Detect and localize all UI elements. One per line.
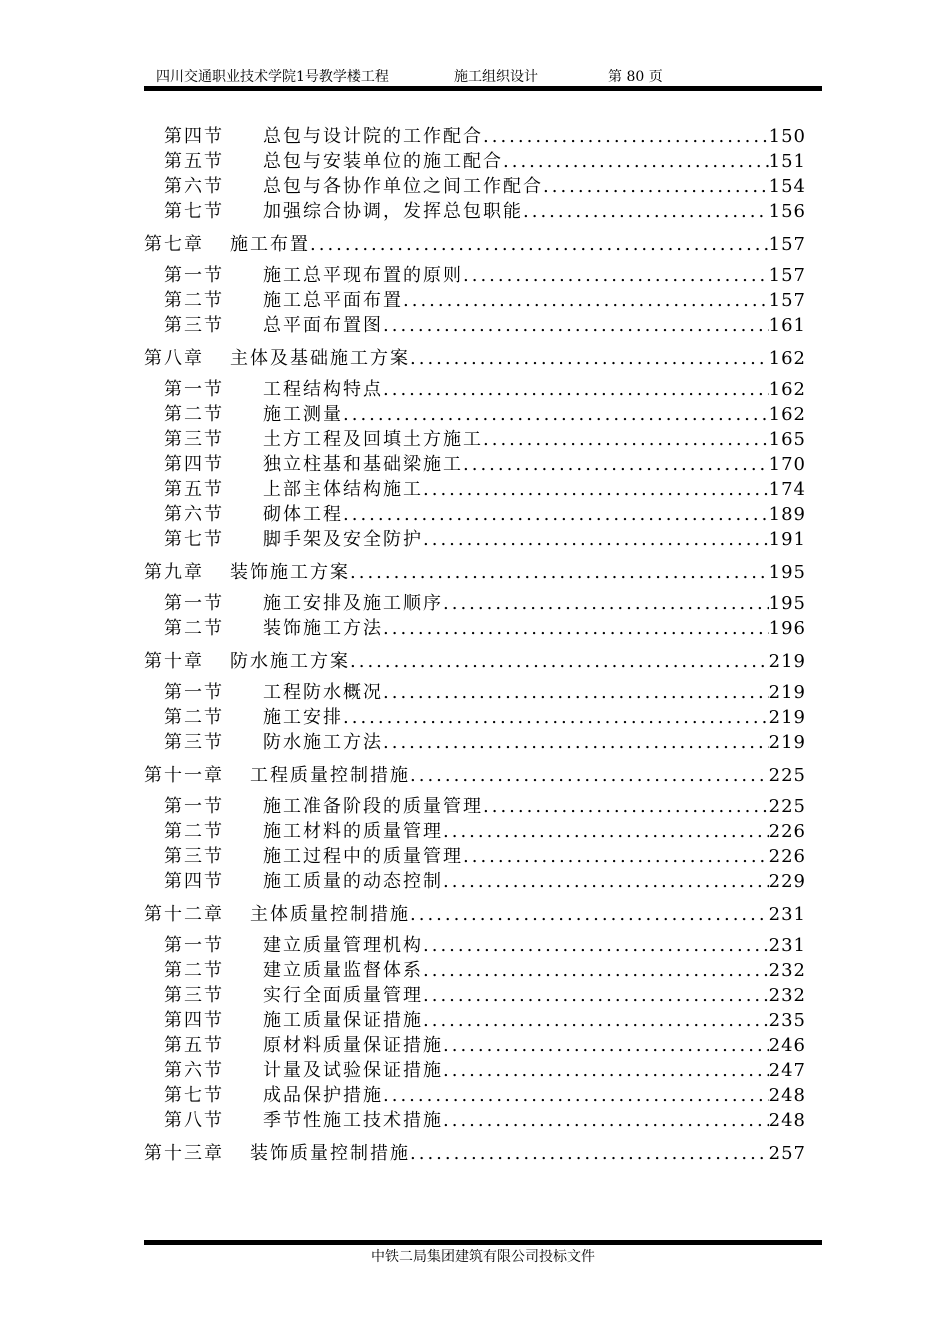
toc-dot-leader (350, 645, 769, 679)
page-footer: 中铁二局集团建筑有限公司投标文件 (371, 1249, 595, 1265)
toc-entry-label: 第四节 (164, 126, 224, 147)
toc-dot-leader (410, 342, 769, 376)
toc-dot-leader (343, 402, 769, 427)
toc-entry-page: 225 (768, 765, 806, 786)
toc-entry-title: 主体质量控制措施 (250, 904, 410, 925)
toc-entry-title: 工程防水概况 (263, 682, 383, 703)
table-of-contents (144, 124, 806, 1172)
toc-entry-label: 第六节 (164, 176, 224, 197)
toc-section-entry[interactable] (144, 402, 806, 427)
toc-section-entry[interactable] (144, 1033, 806, 1058)
toc-entry-page: 226 (768, 846, 806, 867)
toc-dot-leader (410, 898, 769, 932)
toc-entry-title: 建立质量监督体系 (263, 960, 423, 981)
toc-entry-title: 总包与各协作单位之间工作配合 (263, 176, 543, 197)
toc-entry-title: 总平面布置图 (263, 315, 383, 336)
toc-entry-label: 第七节 (164, 529, 224, 550)
toc-dot-leader (383, 730, 769, 755)
toc-entry-label: 第二节 (164, 707, 224, 728)
toc-section-entry[interactable] (144, 844, 806, 869)
toc-entry-title: 施工安排 (263, 707, 343, 728)
toc-entry-page: 191 (768, 529, 806, 550)
toc-entry-label: 第十三章 (144, 1143, 224, 1164)
toc-entry-page: 162 (768, 348, 806, 369)
toc-entry-title: 装饰质量控制措施 (250, 1143, 410, 1164)
toc-dot-leader (423, 527, 769, 552)
toc-dot-leader (350, 556, 769, 590)
toc-entry-page: 151 (768, 151, 806, 172)
toc-entry-label: 第八章 (144, 348, 204, 369)
toc-entry-page: 232 (768, 985, 806, 1006)
toc-section-entry[interactable] (144, 983, 806, 1008)
toc-entry-label: 第一节 (164, 682, 224, 703)
toc-entry-page: 157 (768, 234, 806, 255)
toc-entry-label: 第六节 (164, 1060, 224, 1081)
toc-entry-title: 装饰施工方案 (230, 562, 350, 583)
toc-entry-title: 砌体工程 (263, 504, 343, 525)
toc-section-entry[interactable] (144, 174, 806, 199)
page-header (144, 64, 822, 86)
toc-entry-page: 196 (768, 618, 806, 639)
toc-section-entry[interactable] (144, 502, 806, 527)
footer-rule (144, 1240, 822, 1245)
toc-section-entry[interactable] (144, 199, 806, 224)
toc-dot-leader (523, 199, 769, 224)
toc-entry-title: 施工过程中的质量管理 (263, 846, 463, 867)
toc-section-entry[interactable] (144, 958, 806, 983)
toc-entry-page: 156 (768, 201, 806, 222)
toc-entry-page: 162 (768, 404, 806, 425)
toc-entry-title: 施工质量保证措施 (263, 1010, 423, 1031)
toc-chapter-entry[interactable] (144, 228, 806, 262)
toc-entry-label: 第五节 (164, 151, 224, 172)
toc-dot-leader (383, 313, 769, 338)
toc-section-entry[interactable] (144, 1058, 806, 1083)
toc-entry-title: 上部主体结构施工 (263, 479, 423, 500)
toc-dot-leader (483, 124, 769, 149)
toc-entry-label: 第五节 (164, 479, 224, 500)
toc-section-entry[interactable] (144, 591, 806, 616)
toc-entry-title: 施工总平现布置的原则 (263, 265, 463, 286)
toc-dot-leader (410, 1137, 769, 1171)
toc-entry-label: 第二节 (164, 618, 224, 639)
toc-dot-leader (410, 759, 769, 793)
toc-dot-leader (463, 844, 769, 869)
toc-dot-leader (483, 794, 769, 819)
toc-entry-page: 189 (768, 504, 806, 525)
toc-dot-leader (310, 228, 769, 262)
toc-dot-leader (503, 149, 769, 174)
toc-entry-title: 施工准备阶段的质量管理 (263, 796, 483, 817)
toc-dot-leader (423, 1008, 769, 1033)
toc-section-entry[interactable] (144, 819, 806, 844)
toc-entry-page: 219 (768, 682, 806, 703)
toc-entry-page: 248 (768, 1110, 806, 1131)
toc-dot-leader (423, 983, 769, 1008)
toc-entry-page: 219 (768, 732, 806, 753)
toc-entry-title: 防水施工方案 (230, 651, 350, 672)
toc-section-entry[interactable] (144, 869, 806, 894)
toc-entry-title: 独立柱基和基础梁施工 (263, 454, 463, 475)
toc-entry-title: 总包与安装单位的施工配合 (263, 151, 503, 172)
toc-section-entry[interactable] (144, 933, 806, 958)
toc-entry-label: 第一节 (164, 265, 224, 286)
toc-dot-leader (443, 819, 769, 844)
toc-entry-page: 246 (768, 1035, 806, 1056)
toc-entry-page: 257 (768, 1143, 806, 1164)
toc-entry-label: 第三节 (164, 985, 224, 1006)
toc-entry-label: 第二节 (164, 960, 224, 981)
toc-section-entry[interactable] (144, 1108, 806, 1133)
toc-section-entry[interactable] (144, 377, 806, 402)
toc-entry-label: 第九章 (144, 562, 204, 583)
toc-entry-label: 第五节 (164, 1035, 224, 1056)
toc-entry-page: 165 (768, 429, 806, 450)
toc-section-entry[interactable] (144, 124, 806, 149)
toc-section-entry[interactable] (144, 1008, 806, 1033)
toc-entry-label: 第四节 (164, 1010, 224, 1031)
toc-dot-leader (383, 1083, 769, 1108)
toc-dot-leader (423, 958, 769, 983)
toc-dot-leader (443, 591, 769, 616)
toc-section-entry[interactable] (144, 149, 806, 174)
toc-entry-label: 第三节 (164, 732, 224, 753)
toc-entry-page: 174 (768, 479, 806, 500)
toc-entry-title: 成品保护措施 (263, 1085, 383, 1106)
toc-dot-leader (483, 427, 769, 452)
toc-entry-label: 第二节 (164, 290, 224, 311)
toc-entry-page: 161 (768, 315, 806, 336)
toc-dot-leader (463, 452, 769, 477)
toc-entry-page: 226 (768, 821, 806, 842)
toc-entry-title: 季节性施工技术措施 (263, 1110, 443, 1131)
toc-dot-leader (443, 1033, 769, 1058)
toc-entry-title: 土方工程及回填土方施工 (263, 429, 483, 450)
toc-entry-page: 195 (768, 562, 806, 583)
toc-entry-label: 第七节 (164, 1085, 224, 1106)
toc-entry-title: 实行全面质量管理 (263, 985, 423, 1006)
toc-entry-page: 219 (768, 707, 806, 728)
toc-entry-title: 建立质量管理机构 (263, 935, 423, 956)
toc-section-entry[interactable] (144, 288, 806, 313)
toc-entry-page: 225 (768, 796, 806, 817)
toc-section-entry[interactable] (144, 1083, 806, 1108)
toc-entry-title: 施工布置 (230, 234, 310, 255)
toc-entry-title: 装饰施工方法 (263, 618, 383, 639)
toc-entry-title: 施工安排及施工顺序 (263, 593, 443, 614)
toc-entry-page: 232 (768, 960, 806, 981)
toc-chapter-entry[interactable] (144, 898, 806, 932)
toc-entry-label: 第一节 (164, 796, 224, 817)
toc-chapter-entry[interactable] (144, 759, 806, 793)
toc-entry-label: 第七节 (164, 201, 224, 222)
toc-entry-title: 脚手架及安全防护 (263, 529, 423, 550)
toc-chapter-entry[interactable] (144, 556, 806, 590)
toc-entry-title: 工程结构特点 (263, 379, 383, 400)
toc-entry-label: 第四节 (164, 454, 224, 475)
toc-entry-label: 第八节 (164, 1110, 224, 1131)
toc-entry-page: 235 (768, 1010, 806, 1031)
toc-entry-page: 229 (768, 871, 806, 892)
toc-entry-page: 162 (768, 379, 806, 400)
toc-entry-title: 加强综合协调，发挥总包职能 (263, 201, 523, 222)
toc-entry-page: 150 (768, 126, 806, 147)
toc-section-entry[interactable] (144, 427, 806, 452)
toc-dot-leader (443, 1058, 769, 1083)
toc-dot-leader (423, 933, 769, 958)
toc-section-entry[interactable] (144, 477, 806, 502)
toc-dot-leader (383, 377, 769, 402)
toc-entry-label: 第二节 (164, 821, 224, 842)
toc-entry-label: 第六节 (164, 504, 224, 525)
toc-entry-title: 工程质量控制措施 (250, 765, 410, 786)
toc-entry-title: 施工测量 (263, 404, 343, 425)
toc-entry-label: 第二节 (164, 404, 224, 425)
toc-section-entry[interactable] (144, 730, 806, 755)
toc-entry-page: 154 (768, 176, 806, 197)
toc-chapter-entry[interactable] (144, 1137, 806, 1171)
toc-entry-label: 第三节 (164, 429, 224, 450)
toc-entry-page: 170 (768, 454, 806, 475)
toc-dot-leader (383, 680, 769, 705)
toc-entry-page: 231 (768, 904, 806, 925)
toc-entry-page: 231 (768, 935, 806, 956)
toc-chapter-entry[interactable] (144, 342, 806, 376)
toc-section-entry[interactable] (144, 680, 806, 705)
toc-section-entry[interactable] (144, 452, 806, 477)
toc-entry-page: 195 (768, 593, 806, 614)
toc-entry-title: 计量及试验保证措施 (263, 1060, 443, 1081)
toc-entry-page: 157 (768, 265, 806, 286)
toc-entry-page: 247 (768, 1060, 806, 1081)
toc-section-entry[interactable] (144, 527, 806, 552)
toc-chapter-entry[interactable] (144, 645, 806, 679)
toc-entry-label: 第一节 (164, 379, 224, 400)
toc-dot-leader (343, 502, 769, 527)
toc-dot-leader (383, 616, 769, 641)
toc-dot-leader (423, 477, 769, 502)
toc-section-entry[interactable] (144, 794, 806, 819)
toc-entry-title: 施工材料的质量管理 (263, 821, 443, 842)
header-page-number: 第 80 页 (608, 69, 663, 85)
toc-dot-leader (343, 705, 769, 730)
toc-entry-page: 219 (768, 651, 806, 672)
toc-entry-page: 157 (768, 290, 806, 311)
toc-section-entry[interactable] (144, 705, 806, 730)
toc-dot-leader (443, 1108, 769, 1133)
toc-entry-label: 第十章 (144, 651, 204, 672)
toc-entry-page: 248 (768, 1085, 806, 1106)
toc-entry-label: 第三节 (164, 846, 224, 867)
header-rule (144, 86, 822, 91)
header-project: 四川交通职业技术学院1号教学楼工程 (156, 69, 389, 85)
toc-section-entry[interactable] (144, 263, 806, 288)
toc-dot-leader (443, 869, 769, 894)
toc-section-entry[interactable] (144, 313, 806, 338)
header-document-type: 施工组织设计 (454, 69, 538, 85)
toc-dot-leader (543, 174, 769, 199)
toc-entry-label: 第十一章 (144, 765, 224, 786)
toc-entry-title: 施工质量的动态控制 (263, 871, 443, 892)
toc-entry-label: 第十二章 (144, 904, 224, 925)
toc-entry-title: 防水施工方法 (263, 732, 383, 753)
toc-entry-label: 第一节 (164, 593, 224, 614)
toc-entry-title: 施工总平面布置 (263, 290, 403, 311)
toc-dot-leader (463, 263, 769, 288)
toc-entry-title: 主体及基础施工方案 (230, 348, 410, 369)
toc-section-entry[interactable] (144, 616, 806, 641)
toc-entry-title: 原材料质量保证措施 (263, 1035, 443, 1056)
toc-dot-leader (403, 288, 769, 313)
toc-entry-label: 第四节 (164, 871, 224, 892)
toc-entry-title: 总包与设计院的工作配合 (263, 126, 483, 147)
toc-entry-label: 第一节 (164, 935, 224, 956)
toc-entry-label: 第三节 (164, 315, 224, 336)
toc-entry-label: 第七章 (144, 234, 204, 255)
